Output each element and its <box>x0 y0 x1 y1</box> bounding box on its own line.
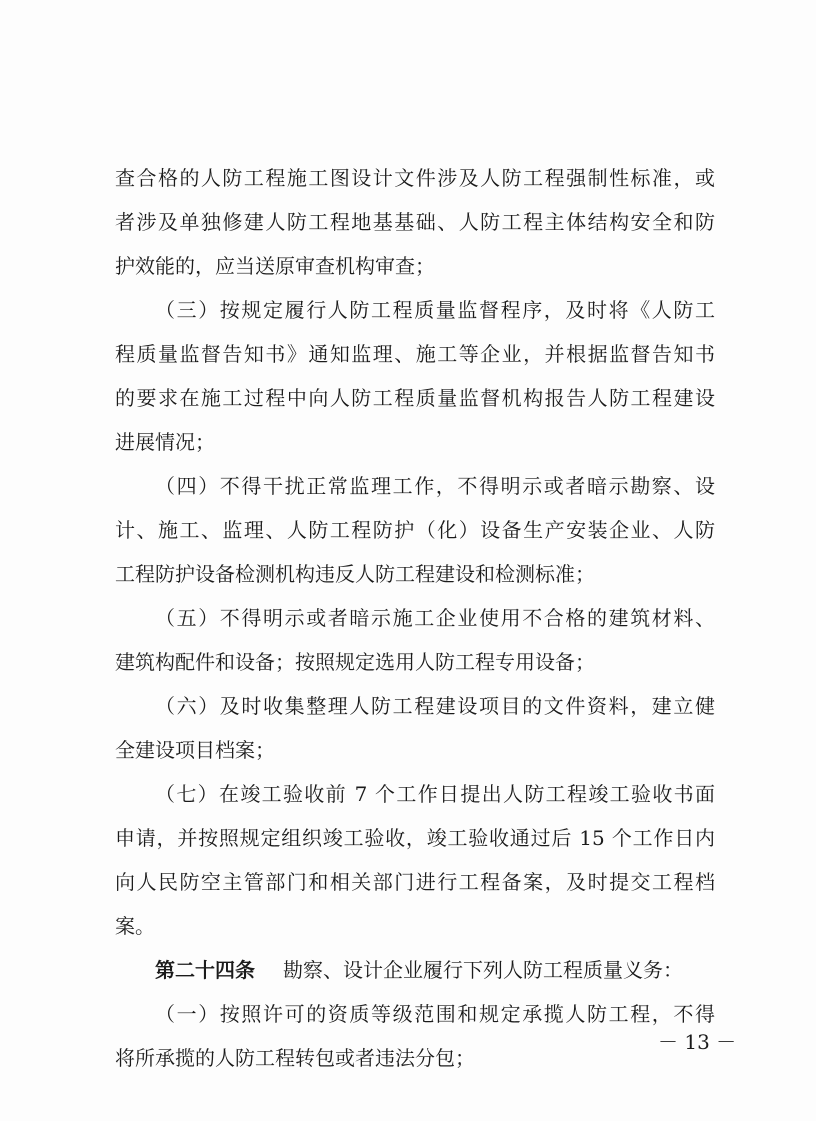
text-line: （三）按规定履行人防工程质量监督程序，及时将《人防工 <box>155 298 715 322</box>
text-line: 全建设项目档案； <box>115 738 275 762</box>
text-line: 计、施工、监理、人防工程防护（化）设备生产安装企业、人防 <box>115 518 715 542</box>
text-line: 建筑构配件和设备；按照规定选用人防工程专用设备； <box>115 650 595 674</box>
text-line: 案。 <box>115 914 155 938</box>
text-line: 勘察、设计企业履行下列人防工程质量义务： <box>283 958 683 982</box>
text-line: 向人民防空主管部门和相关部门进行工程备案，及时提交工程档 <box>115 870 715 894</box>
text-line: 者涉及单独修建人防工程地基基础、人防工程主体结构安全和防 <box>115 210 715 234</box>
text-line: 查合格的人防工程施工图设计文件涉及人防工程强制性标准，或 <box>115 166 715 190</box>
text-line: 进展情况； <box>115 430 215 454</box>
text-line: （五）不得明示或者暗示施工企业使用不合格的建筑材料、 <box>155 606 715 630</box>
article-heading: 第二十四条 <box>155 958 255 982</box>
text-line: （一）按照许可的资质等级范围和规定承揽人防工程，不得 <box>155 1002 715 1026</box>
page-number: － 13 － <box>658 1030 737 1054</box>
text-line: 工程防护设备检测机构违反人防工程建设和检测标准； <box>115 562 595 586</box>
text-line: 护效能的，应当送原审查机构审查； <box>115 254 435 278</box>
text-line: 的要求在施工过程中向人防工程质量监督机构报告人防工程建设 <box>115 386 715 410</box>
text-line: （四）不得干扰正常监理工作，不得明示或者暗示勘察、设 <box>155 474 715 498</box>
text-line: （七）在竣工验收前 7 个工作日提出人防工程竣工验收书面 <box>155 782 715 806</box>
text-line: 将所承揽的人防工程转包或者违法分包； <box>115 1046 475 1070</box>
text-line: 程质量监督告知书》通知监理、施工等企业，并根据监督告知书 <box>115 342 715 366</box>
text-line: （六）及时收集整理人防工程建设项目的文件资料，建立健 <box>155 694 715 718</box>
text-line: 申请，并按照规定组织竣工验收，竣工验收通过后 15 个工作日内 <box>115 826 715 850</box>
